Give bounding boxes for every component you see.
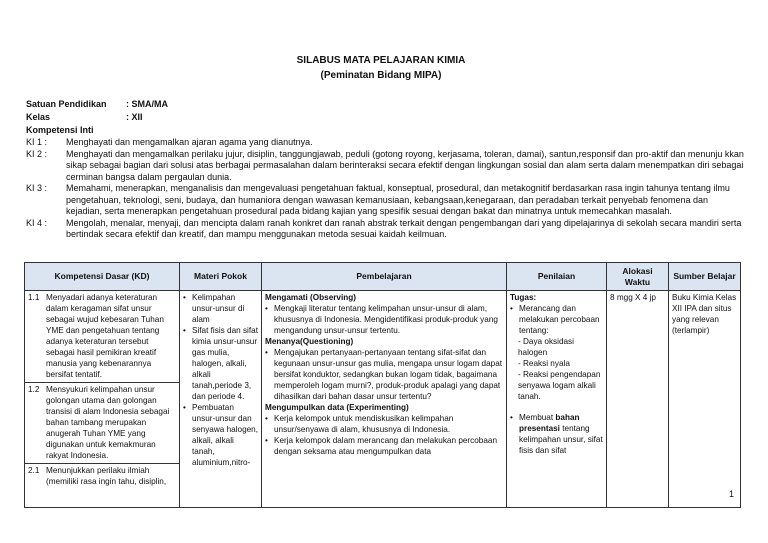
sumber-value: Buku Kimia Kelas XII IPA dan situs yang relevan (terlampir) <box>672 293 737 335</box>
class-label: Kelas <box>26 112 51 122</box>
alokasi-value: 8 mgg X 4 jp <box>610 293 656 302</box>
penilaian-sub-item: - Reaksi nyala <box>518 359 570 368</box>
kd-text: Menyadari adanya keteraturan dalam keragaman sifat unsur sebagai wujud kebesaran Tuhan YME dan pengetahuan tentang adanya keteraturan tersebut sebagai hasil pemikiran kreatif manusia yang kebenarannya bersifat tentatif. <box>46 293 164 379</box>
questioning-heading: Menanya(Questioning) <box>265 337 354 346</box>
ki-text: Menghayati dan mengamalkan ajaran agama yang dianutnya. <box>66 137 313 147</box>
header-alokasi: Alokasi Waktu <box>607 263 669 291</box>
syllabus-table <box>24 262 741 508</box>
list-item <box>265 347 503 402</box>
list-item <box>265 413 503 435</box>
bullet-icon: • <box>265 436 268 445</box>
materi-cell <box>180 291 262 508</box>
ki-text: Mengolah, menalar, menyaji, dan mencipta dalam ranah konkret dan ranah abstrak terkait dengan pengembangan dari yang dipelajarinya di sekolah secara mandiri serta bertindak secara efektif dan kreatif, dan mampu menggunakan metoda sesuai kaidah keilmuan. <box>66 217 742 239</box>
ki-code: KI 2 : <box>26 148 48 159</box>
materi-text: Pembuatan unsur-unsur dan senyawa halogen, alkali, alkali tanah, aluminium,nitro- <box>192 403 259 467</box>
kd-number: 1.2 <box>28 385 40 394</box>
bullet-icon: • <box>183 403 186 412</box>
penilaian-text: Merancang dan melakukan percobaan tentang: <box>519 304 600 335</box>
ki-item <box>26 149 746 184</box>
kd-text: Menunjukkan perilaku ilmiah (memiliki rasa ingin tahu, disiplin, <box>46 466 167 486</box>
pembelajaran-text: Kerja kelompok untuk mendiskusikan kelimpahan unsur/senyawa di alam, khususnya di Indonesia. <box>274 414 454 434</box>
pembelajaran-cell <box>262 291 507 508</box>
header-materi: Materi Pokok <box>180 263 262 291</box>
alokasi-cell <box>607 291 669 508</box>
ki-text: Memahami, menerapkan, menganalisis dan mengevaluasi pengetahuan faktual, konseptual, prosedural, dan metakognitif berdasarkan rasa ingin tahunya tentang ilmu pengetahuan, teknologi, seni, budaya, dan humaniora dengan wawasan kemanusiaan, kebangsaan,kenegaraan, dan peradaban terkait penyebab fenomena dan kejadian, serta menerapkan pengetahuan prosedural pada bidang kajian yang spesifik sesuai dengan bakat dan minatnya untuk memecahkan masalah. <box>66 183 730 216</box>
bullet-icon: • <box>265 304 268 313</box>
pembelajaran-text: Mengkaji literatur tentang kelimpahan unsur-unsur di alam, khususnya di Indonesia. Mengidentifikasi produk-produk yang mengandung unsur-unsur tertentu. <box>274 304 498 335</box>
kd-item <box>25 382 179 463</box>
ki-code: KI 4 : <box>26 217 48 228</box>
ki-item <box>26 183 746 218</box>
ki-heading: Kompetensi Inti <box>26 125 94 135</box>
bullet-icon: • <box>265 414 268 423</box>
kd-cell <box>25 291 180 508</box>
bullet-icon: • <box>183 326 186 335</box>
sumber-cell <box>669 291 741 508</box>
list-item <box>183 402 258 468</box>
school-row <box>26 98 746 111</box>
meta-section <box>26 98 746 241</box>
bullet-icon: • <box>510 304 513 313</box>
penilaian-text: Membuat <box>519 413 554 422</box>
materi-text: Kelimpahan unsur-unsur di alam <box>192 293 245 324</box>
ki-text: Menghayati dan mengamalkan perilaku jujur, disiplin, tanggungjawab, peduli (gotong royong, kerjasama, toleran, damai), santun,responsif dan pro-aktif dan menunju kkan sikap sebagai bagian dari solusi atas berbagai permasalahan dalam berinteraksi secara efektif dengan lingkungan sosial dan alam serta dalam menempatkan diri sebagai cerminan bangsa dalam pergaulan dunia. <box>66 148 744 182</box>
header-kd: Kompetensi Dasar (KD) <box>25 263 180 291</box>
bullet-icon: • <box>183 293 186 302</box>
table-row <box>25 291 741 508</box>
table-header-row <box>25 263 741 291</box>
list-item <box>510 303 603 336</box>
experimenting-heading: Mengumpulkan data (Experimenting) <box>265 403 409 412</box>
observing-heading: Mengamati (Observing) <box>265 293 356 302</box>
tugas-heading: Tugas: <box>510 293 537 302</box>
ki-code: KI 1 : <box>26 137 48 147</box>
class-row <box>26 111 746 124</box>
ki-item <box>26 218 746 241</box>
kd-number: 2.1 <box>28 466 40 475</box>
penilaian-bold-text: bahan presentasi <box>519 413 580 433</box>
pembelajaran-text: Kerja kelompok dalam merancang dan melakukan percobaan dengan seksama atau mengumpulkan data <box>274 436 498 456</box>
school-value: : SMA/MA <box>126 99 168 109</box>
bullet-icon: • <box>510 413 513 422</box>
list-item <box>183 292 258 325</box>
bullet-icon: • <box>265 348 268 357</box>
school-label: Satuan Pendidikan <box>26 99 107 109</box>
list-item <box>510 412 603 456</box>
pembelajaran-text: Mengajukan pertanyaan-pertanyaan tentang sifat-sifat dan kegunaan unsur-unsur gas mulia, mengapa unsur logam dapat bersifat konduktor, sedangkan bukan logam tidak, bagaimana memperoleh logam murni?, produk-produk apalagi yang dapat dihasilkan dari bahan dasar unsur tertentu? <box>274 348 503 401</box>
header-sumber: Sumber Belajar <box>669 263 741 291</box>
penilaian-sub-item: - Daya oksidasi halogen <box>518 337 574 357</box>
document-subtitle: (Peminatan Bidang MIPA) <box>320 70 442 81</box>
penilaian-text: tentang kelimpahan unsur, sifat fisis dan sifat <box>519 424 603 455</box>
header-pembelajaran: Pembelajaran <box>262 263 507 291</box>
ki-item <box>26 137 746 149</box>
header-penilaian: Penilaian <box>507 263 607 291</box>
class-value: : XII <box>126 112 143 122</box>
ki-code: KI 3 : <box>26 183 48 193</box>
list-item <box>183 325 258 402</box>
page-number: 1 <box>728 489 734 499</box>
list-item <box>265 303 503 336</box>
kd-text: Mensyukuri kelimpahan unsur golongan utama dan golongan transisi di alam Indonesia sebagai bahan tambang merupakan anugerah Tuhan YME yang digunakan untuk kemakmuran rakyat Indonesia. <box>46 385 170 460</box>
penilaian-sub-item: - Reaksi pengendapan senyawa logam alkali tanah. <box>518 370 601 401</box>
materi-text: Sifat fisis dan sifat kimia unsur-unsur gas mulia, halogen, alkali, alkali tanah,periode 3, dan periode 4. <box>192 326 258 401</box>
list-item <box>265 435 503 457</box>
document-title: SILABUS MATA PELAJARAN KIMIA <box>296 55 466 66</box>
penilaian-cell <box>507 291 607 508</box>
kd-item <box>25 291 179 382</box>
kd-number: 1.1 <box>28 293 40 302</box>
kd-item <box>25 463 179 487</box>
